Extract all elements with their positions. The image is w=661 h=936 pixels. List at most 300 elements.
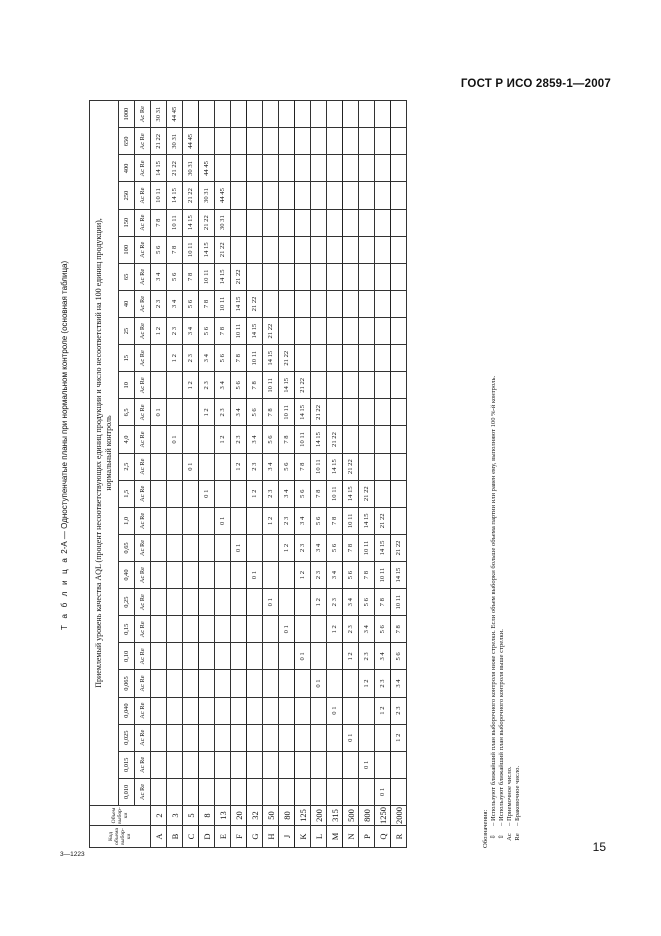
plan-cell: 1 2 — [343, 643, 359, 670]
plan-cell — [231, 589, 247, 616]
aql-value-15: 10 — [119, 372, 135, 399]
ac-re-label: Ac Re — [135, 345, 151, 372]
aql-value-8: 0,40 — [119, 562, 135, 589]
plan-cell: 2 3 — [311, 562, 327, 589]
rotated-table-sheet — [89, 100, 521, 848]
plan-cell: 3 4 — [199, 345, 215, 372]
plan-cell — [391, 263, 407, 290]
caption-text: 2-А — Одноступенчатые планы при нормальном контроле (основная таблица) — [60, 260, 69, 554]
plan-cell — [199, 562, 215, 589]
plan-cell — [247, 128, 263, 155]
plan-cell — [183, 670, 199, 697]
plan-cell — [263, 534, 279, 561]
plan-cell — [295, 670, 311, 697]
down-arrow-icon: ⇩ — [490, 834, 497, 840]
sample-size: 2 — [151, 806, 167, 826]
plan-cell — [359, 426, 375, 453]
plan-cell: 3 4 — [151, 263, 167, 290]
aql-value-5: 0,10 — [119, 643, 135, 670]
sample-code: B — [167, 826, 183, 848]
plan-cell — [151, 724, 167, 751]
plan-cell: 5 6 — [199, 318, 215, 345]
plan-cell — [343, 209, 359, 236]
plan-cell — [231, 697, 247, 724]
ac-re-label: Ac Re — [135, 155, 151, 182]
plan-cell: 5 6 — [327, 534, 343, 561]
plan-cell: 14 15 — [199, 236, 215, 263]
plan-cell — [295, 697, 311, 724]
plan-cell: 1 2 — [375, 697, 391, 724]
aql-value-18: 40 — [119, 290, 135, 317]
plan-cell: 21 22 — [391, 534, 407, 561]
plan-cell — [247, 589, 263, 616]
plan-cell — [247, 236, 263, 263]
legend-ac-symbol: Ac — [506, 833, 513, 841]
plan-cell — [311, 724, 327, 751]
plan-cell — [279, 643, 295, 670]
plan-cell: 3 4 — [343, 589, 359, 616]
plan-cell: 10 11 — [295, 426, 311, 453]
plan-cell — [247, 751, 263, 778]
caption-prefix: Т а б л и ц а — [60, 555, 69, 630]
plan-cell — [343, 751, 359, 778]
plan-cell — [295, 318, 311, 345]
plan-cell — [183, 426, 199, 453]
table-row — [375, 101, 391, 848]
plan-cell — [343, 399, 359, 426]
plan-cell: 1 2 — [247, 480, 263, 507]
plan-cell — [359, 399, 375, 426]
plan-cell — [311, 751, 327, 778]
plan-cell: 7 8 — [279, 426, 295, 453]
plan-cell: 10 11 — [263, 372, 279, 399]
legend-re-symbol: Re — [514, 833, 521, 841]
sample-code: N — [343, 826, 359, 848]
plan-cell — [247, 182, 263, 209]
plan-cell — [327, 318, 343, 345]
sample-code: M — [327, 826, 343, 848]
plan-cell — [359, 318, 375, 345]
table-row — [215, 101, 231, 848]
plan-cell — [391, 290, 407, 317]
plan-cell: 1 2 — [151, 318, 167, 345]
table-row — [327, 101, 343, 848]
plan-cell — [247, 616, 263, 643]
plan-cell — [263, 263, 279, 290]
plan-cell: 2 3 — [279, 507, 295, 534]
plan-cell — [343, 697, 359, 724]
plan-cell — [183, 562, 199, 589]
plan-cell — [151, 751, 167, 778]
ac-re-label: Ac Re — [135, 507, 151, 534]
table-row — [151, 101, 167, 848]
plan-cell — [375, 290, 391, 317]
plan-cell: 2 3 — [231, 426, 247, 453]
plan-cell — [375, 453, 391, 480]
legend-re: – Браковочное число. — [514, 765, 521, 826]
plan-cell — [263, 236, 279, 263]
plan-cell: 30 31 — [183, 155, 199, 182]
plan-cell — [295, 616, 311, 643]
plan-cell — [199, 426, 215, 453]
plan-cell: 7 8 — [215, 318, 231, 345]
plan-cell: 3 4 — [359, 616, 375, 643]
plan-cell — [375, 236, 391, 263]
table-row — [295, 101, 311, 848]
table-row — [183, 101, 199, 848]
plan-cell: 21 22 — [231, 263, 247, 290]
plan-cell: 7 8 — [327, 507, 343, 534]
plan-cell: 2 3 — [263, 480, 279, 507]
plan-cell: 1 2 — [311, 589, 327, 616]
plan-cell — [215, 155, 231, 182]
plan-cell — [375, 155, 391, 182]
plan-cell — [311, 643, 327, 670]
plan-cell — [167, 643, 183, 670]
plan-cell — [279, 236, 295, 263]
plan-cell — [183, 589, 199, 616]
plan-cell: 14 15 — [167, 182, 183, 209]
plan-cell: 2 3 — [183, 345, 199, 372]
plan-cell: 30 31 — [167, 128, 183, 155]
plan-cell: 3 4 — [327, 562, 343, 589]
plan-cell: 2 3 — [343, 616, 359, 643]
plan-cell — [231, 724, 247, 751]
plan-cell — [231, 182, 247, 209]
plan-cell — [343, 128, 359, 155]
plan-cell — [279, 724, 295, 751]
plan-cell — [247, 724, 263, 751]
plan-cell: 14 15 — [311, 426, 327, 453]
ac-re-label: Ac Re — [135, 589, 151, 616]
plan-cell: 10 11 — [151, 182, 167, 209]
plan-cell — [391, 155, 407, 182]
plan-cell — [391, 778, 407, 805]
plan-cell: 7 8 — [167, 236, 183, 263]
aql-title — [90, 101, 119, 806]
plan-cell: 1 2 — [215, 426, 231, 453]
plan-cell — [327, 236, 343, 263]
standard-header: ГОСТ Р ИСО 2859-1—2007 — [460, 78, 611, 90]
plan-cell — [231, 507, 247, 534]
plan-cell — [279, 101, 295, 128]
plan-cell: 44 45 — [183, 128, 199, 155]
plan-cell: 7 8 — [263, 399, 279, 426]
plan-cell: 1 2 — [279, 534, 295, 561]
plan-cell — [311, 318, 327, 345]
aql-value-11: 1,5 — [119, 480, 135, 507]
plan-cell — [151, 697, 167, 724]
plan-cell — [199, 724, 215, 751]
ac-re-label: Ac Re — [135, 751, 151, 778]
plan-cell: 0 1 — [231, 534, 247, 561]
sample-code: F — [231, 826, 247, 848]
plan-cell: 14 15 — [183, 209, 199, 236]
plan-cell — [375, 724, 391, 751]
sample-size: 2000 — [391, 806, 407, 826]
plan-cell: 21 22 — [167, 155, 183, 182]
plan-cell — [391, 372, 407, 399]
plan-cell — [311, 182, 327, 209]
plan-cell: 1 2 — [391, 724, 407, 751]
plan-cell — [279, 209, 295, 236]
plan-cell — [247, 534, 263, 561]
plan-cell — [151, 534, 167, 561]
plan-cell: 5 6 — [183, 290, 199, 317]
sample-size: 500 — [343, 806, 359, 826]
plan-cell: 5 6 — [311, 507, 327, 534]
plan-cell — [359, 236, 375, 263]
plan-cell — [279, 562, 295, 589]
plan-cell — [359, 263, 375, 290]
plan-cell — [167, 534, 183, 561]
plan-cell — [279, 182, 295, 209]
table-row — [247, 101, 263, 848]
plan-cell — [311, 128, 327, 155]
ac-re-label: Ac Re — [135, 101, 151, 128]
plan-cell — [263, 101, 279, 128]
plan-cell: 7 8 — [151, 209, 167, 236]
table-row — [279, 101, 295, 848]
plan-cell — [215, 128, 231, 155]
plan-cell — [343, 155, 359, 182]
aql-value-2: 0,025 — [119, 724, 135, 751]
plan-cell: 3 4 — [167, 290, 183, 317]
print-code: 3—1223 — [60, 851, 85, 858]
plan-cell — [343, 372, 359, 399]
plan-cell — [343, 345, 359, 372]
plan-cell — [375, 399, 391, 426]
plan-cell: 2 3 — [391, 697, 407, 724]
plan-cell — [311, 616, 327, 643]
plan-cell — [279, 155, 295, 182]
plan-cell: 0 1 — [215, 507, 231, 534]
plan-cell: 30 31 — [215, 209, 231, 236]
plan-cell — [311, 372, 327, 399]
plan-cell: 10 11 — [391, 589, 407, 616]
plan-cell — [279, 290, 295, 317]
plan-cell — [359, 209, 375, 236]
plan-cell — [375, 209, 391, 236]
plan-cell — [343, 236, 359, 263]
sample-code: Q — [375, 826, 391, 848]
sample-code: G — [247, 826, 263, 848]
plan-cell: 44 45 — [215, 182, 231, 209]
plan-cell: 7 8 — [359, 562, 375, 589]
plan-cell — [295, 589, 311, 616]
plan-cell: 3 4 — [279, 480, 295, 507]
ac-re-label: Ac Re — [135, 209, 151, 236]
plan-cell — [183, 643, 199, 670]
plan-cell — [183, 399, 199, 426]
plan-cell — [183, 507, 199, 534]
plan-cell — [295, 778, 311, 805]
plan-cell — [359, 453, 375, 480]
plan-cell: 0 1 — [295, 643, 311, 670]
plan-cell — [311, 778, 327, 805]
plan-cell: 14 15 — [215, 263, 231, 290]
plan-cell — [263, 697, 279, 724]
plan-cell — [247, 778, 263, 805]
plan-cell: 0 1 — [183, 453, 199, 480]
sample-size: 32 — [247, 806, 263, 826]
plan-cell — [199, 751, 215, 778]
plan-cell — [215, 589, 231, 616]
plan-cell — [327, 209, 343, 236]
plan-cell: 21 22 — [327, 426, 343, 453]
plan-cell — [311, 697, 327, 724]
plan-cell — [167, 724, 183, 751]
plan-cell: 1 2 — [327, 616, 343, 643]
plan-cell — [375, 751, 391, 778]
plan-cell — [279, 670, 295, 697]
plan-cell: 3 4 — [183, 318, 199, 345]
legend — [482, 100, 521, 848]
plan-cell: 3 4 — [391, 670, 407, 697]
plan-cell — [183, 480, 199, 507]
plan-cell — [247, 507, 263, 534]
sample-code: R — [391, 826, 407, 848]
sample-size: 315 — [327, 806, 343, 826]
sample-code: L — [311, 826, 327, 848]
legend-ac: – Приемочное число. — [506, 766, 513, 826]
plan-cell: 5 6 — [359, 589, 375, 616]
sample-code: A — [151, 826, 167, 848]
page-number: 15 — [592, 840, 606, 854]
plan-cell: 7 8 — [343, 534, 359, 561]
plan-cell — [263, 778, 279, 805]
plan-cell — [327, 101, 343, 128]
aql-value-16: 15 — [119, 345, 135, 372]
ac-re-label: Ac Re — [135, 372, 151, 399]
ac-re-label: Ac Re — [135, 697, 151, 724]
plan-cell — [215, 670, 231, 697]
plan-cell — [215, 724, 231, 751]
plan-cell — [199, 643, 215, 670]
plan-cell — [391, 426, 407, 453]
plan-cell: 30 31 — [151, 101, 167, 128]
plan-cell — [215, 480, 231, 507]
plan-cell — [295, 263, 311, 290]
plan-cell — [343, 101, 359, 128]
plan-cell: 0 1 — [199, 480, 215, 507]
plan-cell — [231, 670, 247, 697]
ac-re-label: Ac Re — [135, 643, 151, 670]
plan-cell — [359, 182, 375, 209]
plan-cell — [247, 670, 263, 697]
plan-cell: 5 6 — [167, 263, 183, 290]
plan-cell — [295, 290, 311, 317]
plan-cell — [183, 778, 199, 805]
plan-cell: 1 2 — [167, 345, 183, 372]
plan-cell: 10 11 — [311, 453, 327, 480]
aql-value-0: 0,010 — [119, 778, 135, 805]
plan-cell — [151, 562, 167, 589]
plan-cell — [279, 697, 295, 724]
plan-cell — [215, 778, 231, 805]
plan-cell: 14 15 — [327, 453, 343, 480]
plan-cell — [391, 209, 407, 236]
plan-cell — [311, 155, 327, 182]
plan-cell — [183, 724, 199, 751]
plan-cell: 21 22 — [359, 480, 375, 507]
plan-cell — [215, 453, 231, 480]
plan-cell — [327, 751, 343, 778]
plan-cell — [199, 616, 215, 643]
plan-cell: 2 3 — [151, 290, 167, 317]
plan-cell — [151, 643, 167, 670]
plan-cell: 5 6 — [263, 426, 279, 453]
ac-re-label: Ac Re — [135, 670, 151, 697]
plan-cell — [151, 453, 167, 480]
plan-cell — [167, 399, 183, 426]
ac-re-label: Ac Re — [135, 778, 151, 805]
plan-cell: 1 2 — [359, 670, 375, 697]
plan-cell — [295, 236, 311, 263]
plan-cell — [231, 155, 247, 182]
plan-cell: 21 22 — [279, 345, 295, 372]
plan-cell — [167, 372, 183, 399]
aql-value-4: 0,065 — [119, 670, 135, 697]
aql-value-21: 150 — [119, 209, 135, 236]
plan-cell — [359, 345, 375, 372]
plan-cell — [279, 751, 295, 778]
plan-cell — [359, 101, 375, 128]
plan-cell — [231, 616, 247, 643]
up-arrow-icon: ⇧ — [498, 834, 505, 840]
plan-cell — [199, 778, 215, 805]
plan-cell: 10 11 — [279, 399, 295, 426]
plan-cell — [263, 751, 279, 778]
plan-cell: 0 1 — [167, 426, 183, 453]
plan-cell — [391, 480, 407, 507]
plan-cell — [199, 128, 215, 155]
plan-cell — [375, 426, 391, 453]
plan-cell: 14 15 — [247, 318, 263, 345]
plan-cell — [167, 751, 183, 778]
plan-cell: 0 1 — [263, 589, 279, 616]
plan-cell — [327, 182, 343, 209]
plan-cell — [215, 616, 231, 643]
ac-re-label: Ac Re — [135, 426, 151, 453]
plan-cell — [231, 562, 247, 589]
plan-cell — [295, 345, 311, 372]
plan-cell — [327, 290, 343, 317]
plan-cell — [247, 697, 263, 724]
plan-cell — [391, 751, 407, 778]
aql-value-7: 0,25 — [119, 589, 135, 616]
plan-cell — [327, 372, 343, 399]
col-code-header: Код объема выбор-ки — [90, 826, 151, 848]
plan-cell: 2 3 — [295, 534, 311, 561]
sample-code: D — [199, 826, 215, 848]
plan-cell: 1 2 — [231, 453, 247, 480]
plan-cell — [167, 589, 183, 616]
plan-cell: 7 8 — [391, 616, 407, 643]
plan-cell — [263, 616, 279, 643]
plan-cell — [199, 697, 215, 724]
col-size-header: Объем выбор-ки — [90, 806, 151, 826]
plan-cell — [359, 724, 375, 751]
aql-value-12: 2,5 — [119, 453, 135, 480]
plan-cell: 1 2 — [183, 372, 199, 399]
plan-cell — [327, 128, 343, 155]
plan-cell: 1 2 — [199, 399, 215, 426]
plan-cell — [231, 128, 247, 155]
plan-cell — [343, 426, 359, 453]
plan-cell — [311, 101, 327, 128]
plan-cell — [359, 778, 375, 805]
